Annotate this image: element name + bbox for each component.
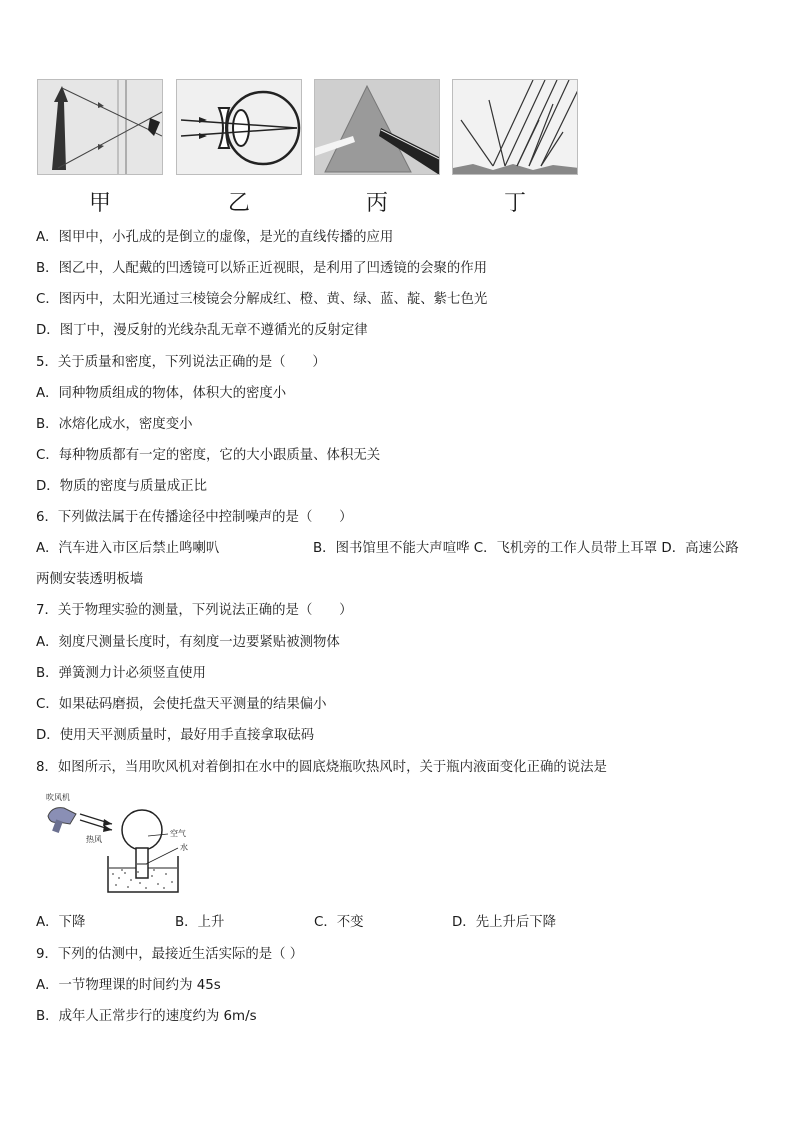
q6-option-a: A．汽车进入市区后禁止鸣喇叭 <box>36 541 220 556</box>
hairdryer-label: 吹风机 <box>46 793 70 802</box>
figure-caption-jia: 甲 <box>88 191 111 216</box>
q9-option-b: B．成年人正常步行的速度约为 6m/s <box>36 1009 257 1024</box>
water-label: 水 <box>180 843 188 852</box>
q8-stem: 8．如图所示，当用吹风机对着倒扣在水中的圆底烧瓶吹热风时，关于瓶内液面变化正确的说法是 <box>36 760 607 775</box>
q7-option-a: A．刻度尺测量长度时，有刻度一边要紧贴被测物体 <box>36 635 340 650</box>
q8-option-c: C．不变 <box>314 915 364 930</box>
figure-yi <box>176 79 302 175</box>
q8-option-a: A．下降 <box>36 915 86 930</box>
q7-option-b: B．弹簧测力计必须竖直使用 <box>36 666 206 681</box>
q4-option-c: C．图丙中，太阳光通过三棱镜会分解成红、橙、黄、绿、蓝、靛、紫七色光 <box>36 292 488 307</box>
q8-option-d: D．先上升后下降 <box>452 915 557 930</box>
q7-stem: 7．关于物理实验的测量，下列说法正确的是（ ） <box>36 603 353 618</box>
figure-jia <box>37 79 163 175</box>
figure-bing <box>314 79 440 175</box>
q4-option-b: B．图乙中，人配戴的凹透镜可以矫正近视眼，是利用了凹透镜的会聚的作用 <box>36 261 488 276</box>
q7-option-c: C．如果砝码磨损，会使托盘天平测量的结果偏小 <box>36 697 327 712</box>
q8-figure <box>40 790 220 900</box>
q5-stem: 5．关于质量和密度，下列说法正确的是（ ） <box>36 355 326 370</box>
hot-air-label: 热风 <box>86 835 102 844</box>
q9-stem: 9．下列的估测中，最接近生活实际的是（ ） <box>36 947 304 962</box>
q4-option-a: A．图甲中，小孔成的是倒立的虚像，是光的直线传播的应用 <box>36 230 394 245</box>
q4-option-d: D．图丁中，漫反射的光线杂乱无章不遵循光的反射定律 <box>36 323 368 338</box>
figure-caption-yi: 乙 <box>227 191 250 216</box>
q6-stem: 6．下列做法属于在传播途径中控制噪声的是（ ） <box>36 510 353 525</box>
q8-option-b: B．上升 <box>175 915 225 930</box>
figure-caption-ding: 丁 <box>503 191 526 216</box>
q9-option-a: A．一节物理课的时间约为 45s <box>36 978 221 993</box>
q5-option-c: C．每种物质都有一定的密度，它的大小跟质量、体积无关 <box>36 448 381 463</box>
air-label: 空气 <box>170 829 186 838</box>
figure-ding <box>452 79 578 175</box>
figure-caption-bing: 丙 <box>365 191 388 216</box>
q7-option-d: D．使用天平测质量时，最好用手直接拿取砝码 <box>36 728 315 743</box>
q5-option-d: D．物质的密度与质量成正比 <box>36 479 207 494</box>
q5-option-a: A．同种物质组成的物体，体积大的密度小 <box>36 386 287 401</box>
q6-option-d-continuation: 两侧安装透明板墙 <box>36 572 144 587</box>
q5-option-b: B．冰熔化成水，密度变小 <box>36 417 193 432</box>
q6-options-bcd: B．图书馆里不能大声喧哗 C．飞机旁的工作人员带上耳罩 D．高速公路 <box>313 541 739 556</box>
